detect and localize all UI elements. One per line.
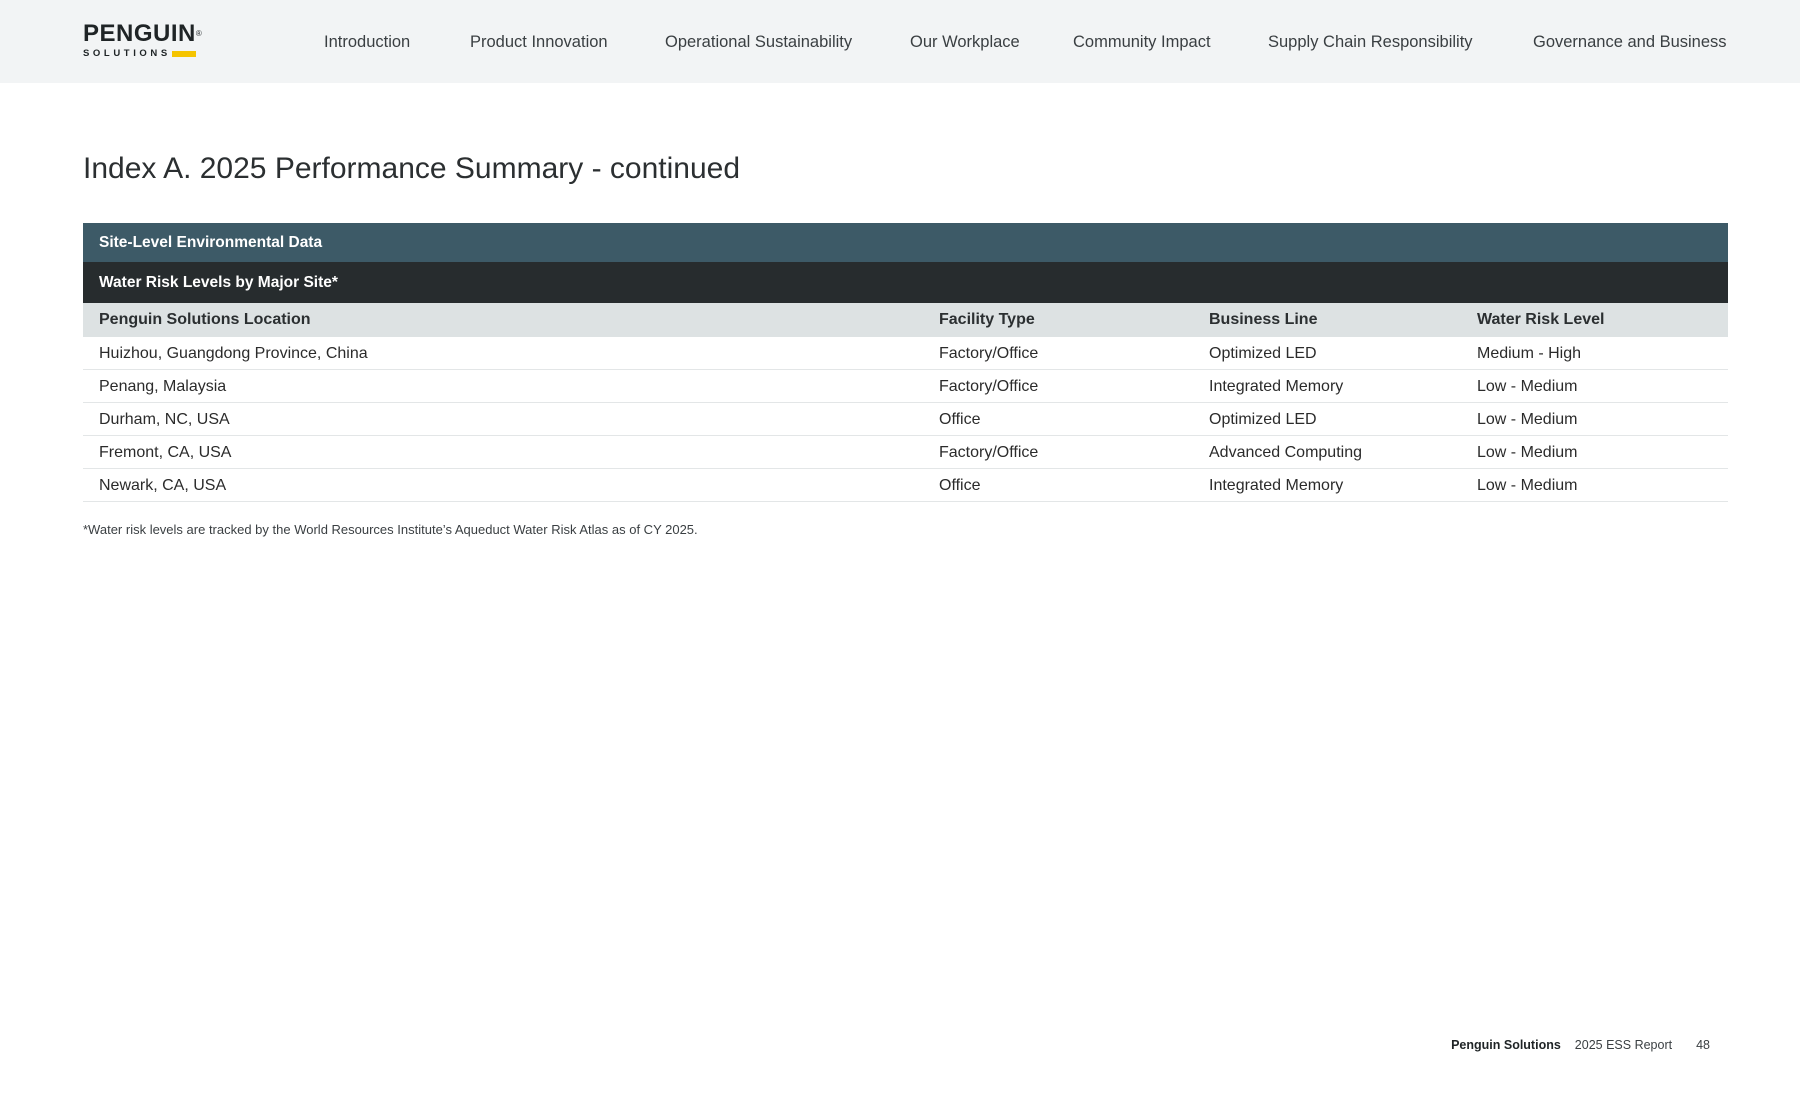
cell-facility-type: Factory/Office	[939, 378, 1039, 395]
cell-location: Durham, NC, USA	[99, 411, 230, 428]
cell-business-line: Integrated Memory	[1209, 477, 1344, 494]
top-navigation-bar	[0, 0, 1800, 83]
nav-item-supply-chain-responsibility[interactable]: Supply Chain Responsibility	[1268, 33, 1473, 51]
cell-facility-type: Office	[939, 411, 981, 428]
table-sub-header: Water Risk Levels by Major Site*	[83, 262, 1728, 303]
cell-business-line: Optimized LED	[1209, 345, 1317, 362]
table-row	[83, 337, 1728, 370]
cell-water-risk-level: Medium - High	[1477, 345, 1582, 362]
logo-registered-mark: ®	[195, 29, 203, 38]
table-column-header-row	[83, 303, 1728, 337]
footer-report-name: 2025 ESS Report	[1574, 1038, 1673, 1052]
cell-location: Fremont, CA, USA	[99, 444, 232, 461]
cell-location: Newark, CA, USA	[99, 477, 227, 494]
cell-location: Penang, Malaysia	[99, 378, 227, 395]
table-row	[83, 403, 1728, 436]
nav-item-product-innovation[interactable]: Product Innovation	[470, 33, 608, 51]
footer-brand: Penguin Solutions	[1451, 1038, 1561, 1052]
nav-item-governance-and-business[interactable]: Governance and Business	[1533, 33, 1727, 51]
logo-accent-bar	[172, 51, 196, 57]
cell-location: Huizhou, Guangdong Province, China	[99, 345, 368, 362]
cell-water-risk-level: Low - Medium	[1477, 378, 1578, 395]
cell-water-risk-level: Low - Medium	[1477, 477, 1578, 494]
logo-subtext: SOLUTIONS	[83, 48, 171, 59]
page-footer	[1451, 1036, 1710, 1054]
table-footnote: *Water risk levels are tracked by the World Resources Institute’s Aqueduct Water Risk Atlas as of CY 2025.	[83, 522, 698, 537]
cell-business-line: Advanced Computing	[1209, 444, 1362, 461]
footer-page-number: 48	[1696, 1038, 1710, 1052]
column-header-location: Penguin Solutions Location	[99, 311, 311, 328]
cell-business-line: Optimized LED	[1209, 411, 1317, 428]
table-section-header: Site-Level Environmental Data	[83, 223, 1728, 262]
cell-facility-type: Factory/Office	[939, 345, 1039, 362]
cell-business-line: Integrated Memory	[1209, 378, 1344, 395]
column-header-facility-type: Facility Type	[939, 311, 1035, 328]
water-risk-table	[83, 223, 1728, 502]
nav-item-introduction[interactable]: Introduction	[324, 33, 411, 51]
nav-item-our-workplace[interactable]: Our Workplace	[910, 33, 1020, 51]
logo-wordmark: PENGUIN	[83, 20, 196, 47]
column-header-water-risk-level: Water Risk Level	[1477, 311, 1605, 328]
cell-water-risk-level: Low - Medium	[1477, 444, 1578, 461]
penguin-solutions-logo[interactable]	[83, 22, 213, 62]
page-title: Index A. 2025 Performance Summary - continued	[83, 152, 741, 185]
table-row	[83, 469, 1728, 502]
column-header-business-line: Business Line	[1209, 311, 1318, 328]
cell-facility-type: Factory/Office	[939, 444, 1039, 461]
table-row	[83, 370, 1728, 403]
table-row	[83, 436, 1728, 469]
nav-item-operational-sustainability[interactable]: Operational Sustainability	[665, 33, 853, 51]
cell-water-risk-level: Low - Medium	[1477, 411, 1578, 428]
nav-item-community-impact[interactable]: Community Impact	[1073, 33, 1211, 51]
cell-facility-type: Office	[939, 477, 981, 494]
